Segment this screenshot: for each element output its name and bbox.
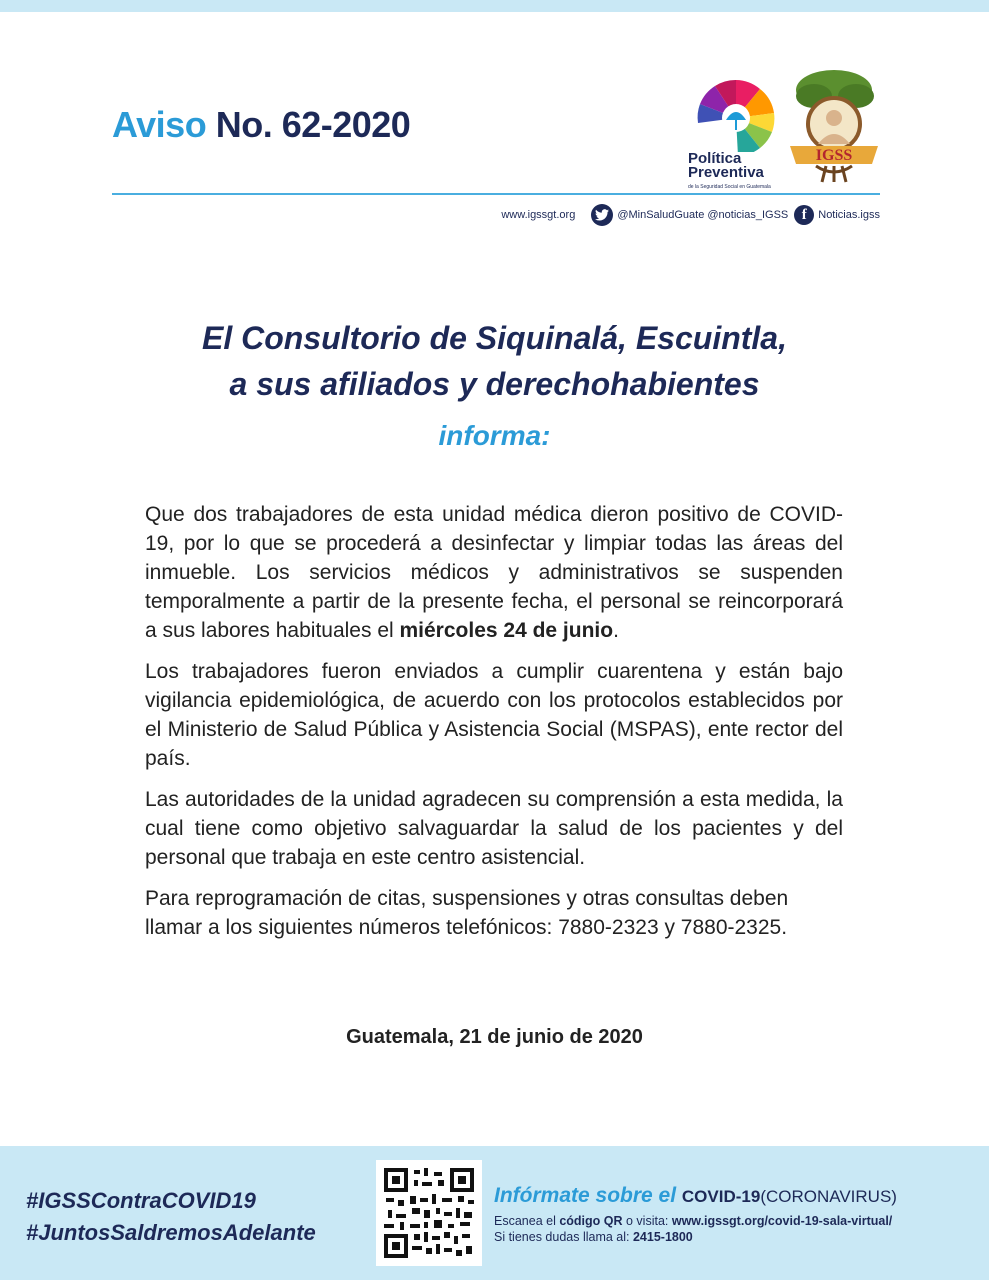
umbrella-wheel-icon	[688, 78, 788, 152]
paragraph-quarantine: Los trabajadores fueron enviados a cumplir cuarentena y están bajo vigilancia epidemiológica, de acuerdo con los protocolos establecidos por el Ministerio de Salud Pública y Asistencia Social (MSPAS), ente rector del país.	[145, 660, 843, 770]
footer-banner	[0, 1146, 989, 1280]
qr-code-icon	[384, 1168, 474, 1258]
headline-informa: informa:	[438, 420, 551, 451]
paragraph-closure: Que dos trabajadores de esta unidad médica dieron positivo de COVID-19, por lo que se procederá a desinfectar y limpiar todas las áreas del inmueble. Los servicios médicos y administrativos se suspenden temporalmente a partir de la presente fecha, el personal se reincorporará a sus labores habituales el miércoles 24 de junio.	[145, 503, 843, 642]
notice-number: No. 62-2020	[215, 104, 411, 145]
return-date: miércoles 24 de junio	[399, 619, 614, 642]
facebook-icon: f	[794, 205, 814, 225]
phone-number[interactable]: 2415-1800	[632, 1230, 693, 1244]
phone-line: Si tienes dudas llama al: 2415-1800	[494, 1230, 693, 1244]
notice-date: Guatemala, 21 de junio de 2020	[346, 1026, 643, 1048]
qr-code[interactable]	[376, 1160, 482, 1266]
notice-body	[145, 500, 843, 954]
igss-logo	[786, 66, 882, 184]
header-logos	[688, 66, 888, 190]
facebook-handle[interactable]: Noticias.igss	[818, 209, 880, 221]
svg-text:IGSS: IGSS	[815, 147, 853, 164]
notice-title-word: Aviso	[112, 104, 207, 145]
twitter-handles[interactable]: @MinSaludGuate @noticias_IGSS	[617, 209, 789, 221]
website-link[interactable]: www.igssgt.org	[501, 209, 576, 221]
hashtag-juntos: #JuntosSaldremosAdelante	[26, 1220, 316, 1245]
info-heading: Infórmate sobre el COVID-19(CORONAVIRUS)	[494, 1184, 897, 1207]
top-accent-bar	[0, 0, 989, 12]
politica-preventiva-wordmark: Política Preventiva	[688, 150, 764, 181]
paragraph-thanks: Las autoridades de la unidad agradecen su comprensión a esta medida, la cual tiene como objetivo salvaguardar la salud de los pacientes y del personal que trabaja en este centro asistencial.	[145, 788, 843, 869]
header-divider	[112, 193, 880, 195]
headline-line-2: a sus afiliados y derechohabientes	[229, 366, 760, 402]
paragraph-contact: Para reprogramación de citas, suspensiones y otras consultas deben llamar a los siguientes números telefónicos: 7880-2323 y 7880-2325.	[145, 887, 789, 939]
hashtag-igss: #IGSSContraCOVID19	[26, 1188, 256, 1213]
covid-url[interactable]: www.igssgt.org/covid-19-sala-virtual/	[671, 1214, 893, 1228]
social-links	[440, 203, 880, 227]
twitter-icon	[591, 204, 613, 226]
scan-instructions: Escanea el código QR o visita: www.igssgt.org/covid-19-sala-virtual/	[494, 1214, 893, 1228]
politica-preventiva-logo	[688, 78, 788, 190]
headline-line-1: El Consultorio de Siquinalá, Escuintla,	[202, 320, 787, 356]
politica-preventiva-tagline: de la Seguridad Social en Guatemala	[688, 184, 771, 190]
notice-title	[112, 104, 410, 146]
